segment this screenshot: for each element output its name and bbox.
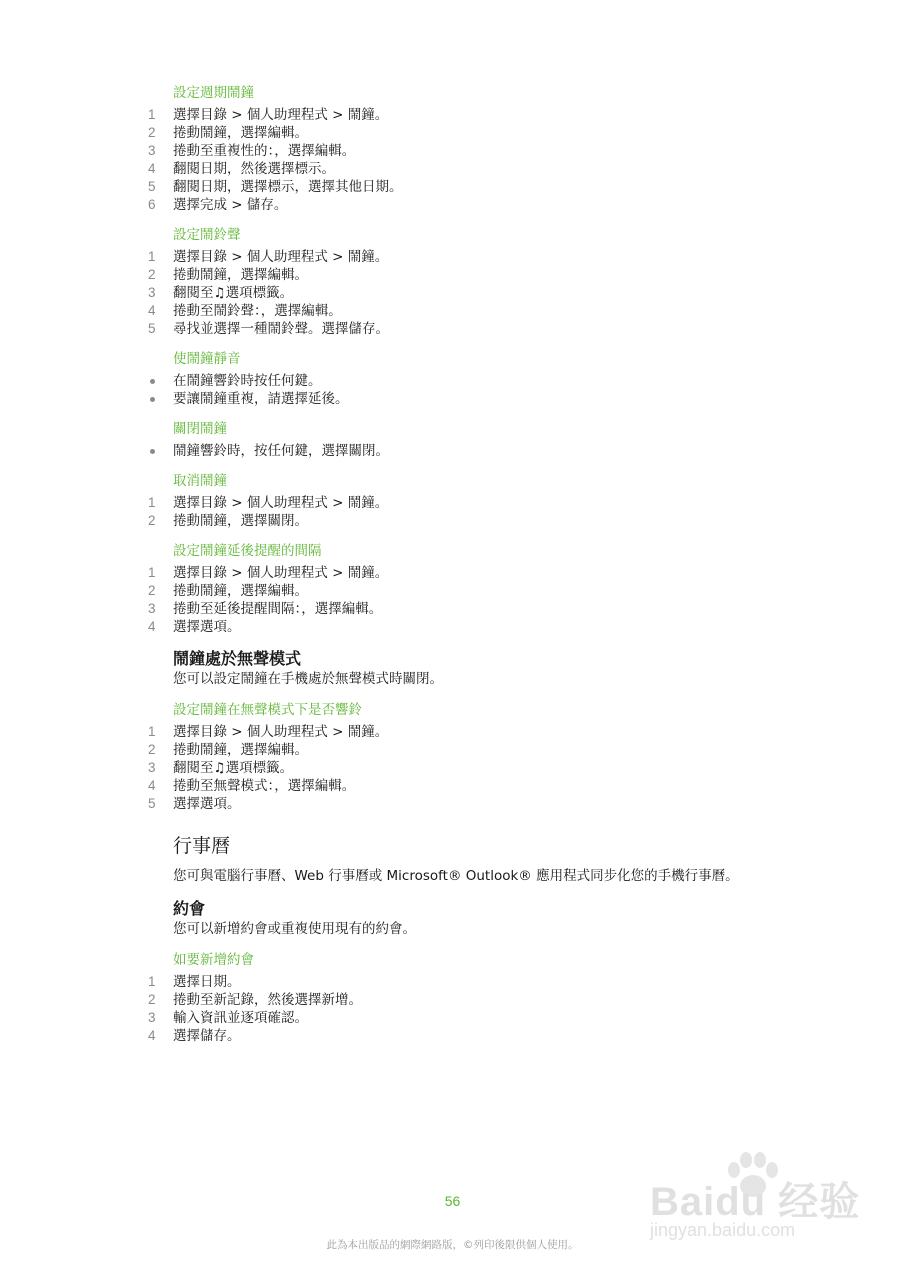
- section-add-appointment: [0, 951, 905, 1045]
- section-title: 設定鬧鈴聲: [173, 227, 241, 243]
- bullet-item: [0, 442, 905, 460]
- step-text: 翻閱日期，然後選擇標示。: [173, 161, 335, 177]
- section-title: 使鬧鐘靜音: [173, 351, 241, 367]
- step-number: 4: [148, 303, 156, 318]
- step-number: 2: [148, 992, 156, 1007]
- step-text: 捲動鬧鐘，選擇編輯。: [173, 583, 308, 599]
- step-text: 輸入資訊並逐項確認。: [173, 1010, 308, 1026]
- step-number: 5: [148, 321, 156, 336]
- step-text: 捲動至延後提醒間隔：，選擇編輯。: [173, 601, 383, 617]
- step-item: [0, 284, 905, 302]
- watermark-url: jingyan.baidu.com: [650, 1220, 796, 1240]
- calendar-description: 您可與電腦行事曆、Web 行事曆或 Microsoft® Outlook® 應用程式同步化您的手機行事曆。: [173, 868, 739, 884]
- section-title: 設定鬧鐘延後提醒的間隔: [173, 543, 322, 559]
- step-number: 1: [148, 495, 156, 510]
- step-text: 捲動至新記錄，然後選擇新增。: [173, 992, 362, 1008]
- section-title: 取消鬧鐘: [173, 473, 227, 489]
- bullet-text: 鬧鐘響鈴時，按任何鍵，選擇關閉。: [173, 443, 389, 459]
- step-number: 5: [148, 179, 156, 194]
- bullet-icon: [150, 449, 155, 454]
- section-title: 設定鬧鐘在無聲模式下是否響鈴: [173, 702, 362, 718]
- footnote: 此為本出版品的網際網路版，©列印後限供個人使用。: [326, 1239, 579, 1251]
- step-number: 5: [148, 796, 156, 811]
- page-content: [0, 84, 905, 1057]
- step-item: [0, 142, 905, 160]
- section-silence-alarm: [0, 350, 905, 408]
- step-item: [0, 618, 905, 636]
- step-text: 捲動鬧鐘，選擇編輯。: [173, 125, 308, 141]
- step-item: [0, 196, 905, 214]
- step-number: 1: [148, 974, 156, 989]
- silent-mode-description: 您可以設定鬧鐘在手機處於無聲模式時關閉。: [173, 671, 443, 687]
- section-alarm-tone: [0, 226, 905, 338]
- step-item: [0, 991, 905, 1009]
- bullet-icon: [150, 397, 155, 402]
- section-recurring-alarm: [0, 84, 905, 214]
- baidu-watermark: [650, 1150, 900, 1250]
- step-text: 捲動至鬧鈴聲：，選擇編輯。: [173, 303, 342, 319]
- step-item: [0, 582, 905, 600]
- step-number: 2: [148, 513, 156, 528]
- section-snooze-interval: [0, 542, 905, 636]
- step-number: 3: [148, 1010, 156, 1025]
- appointments-description: 您可以新增約會或重複使用現有的約會。: [173, 921, 416, 937]
- step-item: [0, 512, 905, 530]
- step-text: 捲動鬧鐘，選擇編輯。: [173, 742, 308, 758]
- step-text: 捲動至重複性的：，選擇編輯。: [173, 143, 356, 159]
- bullet-text: 要讓鬧鐘重複，請選擇延後。: [173, 391, 349, 407]
- section-silent-ring: [0, 701, 905, 813]
- step-item: [0, 178, 905, 196]
- section-turn-off-alarm: [0, 420, 905, 460]
- step-item: [0, 564, 905, 582]
- step-text: 選擇目錄 > 個人助理程式 > 鬧鐘。: [173, 565, 389, 581]
- step-text: 選擇目錄 > 個人助理程式 > 鬧鐘。: [173, 724, 389, 740]
- bullet-text: 在鬧鐘響鈴時按任何鍵。: [173, 373, 322, 389]
- step-text: 選擇選項。: [173, 619, 241, 635]
- step-item: [0, 600, 905, 618]
- step-item: [0, 1027, 905, 1045]
- step-text: 翻閱至♫選項標籤。: [173, 285, 294, 301]
- step-item: [0, 266, 905, 284]
- step-text: 選擇儲存。: [173, 1028, 241, 1044]
- step-number: 4: [148, 161, 156, 176]
- step-text: 選擇選項。: [173, 796, 241, 812]
- step-item: [0, 106, 905, 124]
- step-number: 4: [148, 619, 156, 634]
- step-item: [0, 741, 905, 759]
- step-text: 翻閱日期，選擇標示，選擇其他日期。: [173, 179, 403, 195]
- step-number: 3: [148, 601, 156, 616]
- step-text: 尋找並選擇一種鬧鈴聲。選擇儲存。: [173, 321, 389, 337]
- step-item: [0, 973, 905, 991]
- step-text: 選擇目錄 > 個人助理程式 > 鬧鐘。: [173, 495, 389, 511]
- section-cancel-alarm: [0, 472, 905, 530]
- section-title: 關閉鬧鐘: [173, 421, 227, 437]
- step-number: 6: [148, 197, 156, 212]
- step-text: 選擇目錄 > 個人助理程式 > 鬧鐘。: [173, 107, 389, 123]
- bullet-item: [0, 372, 905, 390]
- step-text: 選擇目錄 > 個人助理程式 > 鬧鐘。: [173, 249, 389, 265]
- step-number: 2: [148, 742, 156, 757]
- step-item: [0, 124, 905, 142]
- step-number: 1: [148, 565, 156, 580]
- step-item: [0, 777, 905, 795]
- section-title: 設定週期鬧鐘: [173, 85, 254, 101]
- step-number: 1: [148, 107, 156, 122]
- step-number: 4: [148, 1028, 156, 1043]
- step-item: [0, 248, 905, 266]
- page-number: 56: [444, 1193, 461, 1209]
- step-item: [0, 759, 905, 777]
- step-number: 1: [148, 249, 156, 264]
- step-item: [0, 723, 905, 741]
- step-item: [0, 160, 905, 178]
- appointments-heading: 約會: [173, 899, 206, 918]
- bullet-icon: [150, 379, 155, 384]
- step-item: [0, 795, 905, 813]
- step-number: 2: [148, 583, 156, 598]
- step-text: 捲動鬧鐘，選擇編輯。: [173, 267, 308, 283]
- step-item: [0, 302, 905, 320]
- step-text: 翻閱至♫選項標籤。: [173, 760, 294, 776]
- calendar-heading: 行事曆: [173, 835, 231, 857]
- step-item: [0, 320, 905, 338]
- step-item: [0, 494, 905, 512]
- step-text: 選擇日期。: [173, 974, 241, 990]
- bullet-item: [0, 390, 905, 408]
- step-number: 4: [148, 778, 156, 793]
- step-text: 選擇完成 > 儲存。: [173, 197, 288, 213]
- step-number: 3: [148, 285, 156, 300]
- step-number: 3: [148, 760, 156, 775]
- watermark-logo: Baidu 经验: [650, 1180, 861, 1224]
- silent-mode-heading: 鬧鐘處於無聲模式: [173, 649, 302, 668]
- step-number: 1: [148, 724, 156, 739]
- step-text: 捲動至無聲模式：，選擇編輯。: [173, 778, 356, 794]
- step-item: [0, 1009, 905, 1027]
- step-number: 3: [148, 143, 156, 158]
- step-text: 捲動鬧鐘，選擇關閉。: [173, 513, 308, 529]
- section-title: 如要新增約會: [173, 952, 254, 968]
- step-number: 2: [148, 125, 156, 140]
- step-number: 2: [148, 267, 156, 282]
